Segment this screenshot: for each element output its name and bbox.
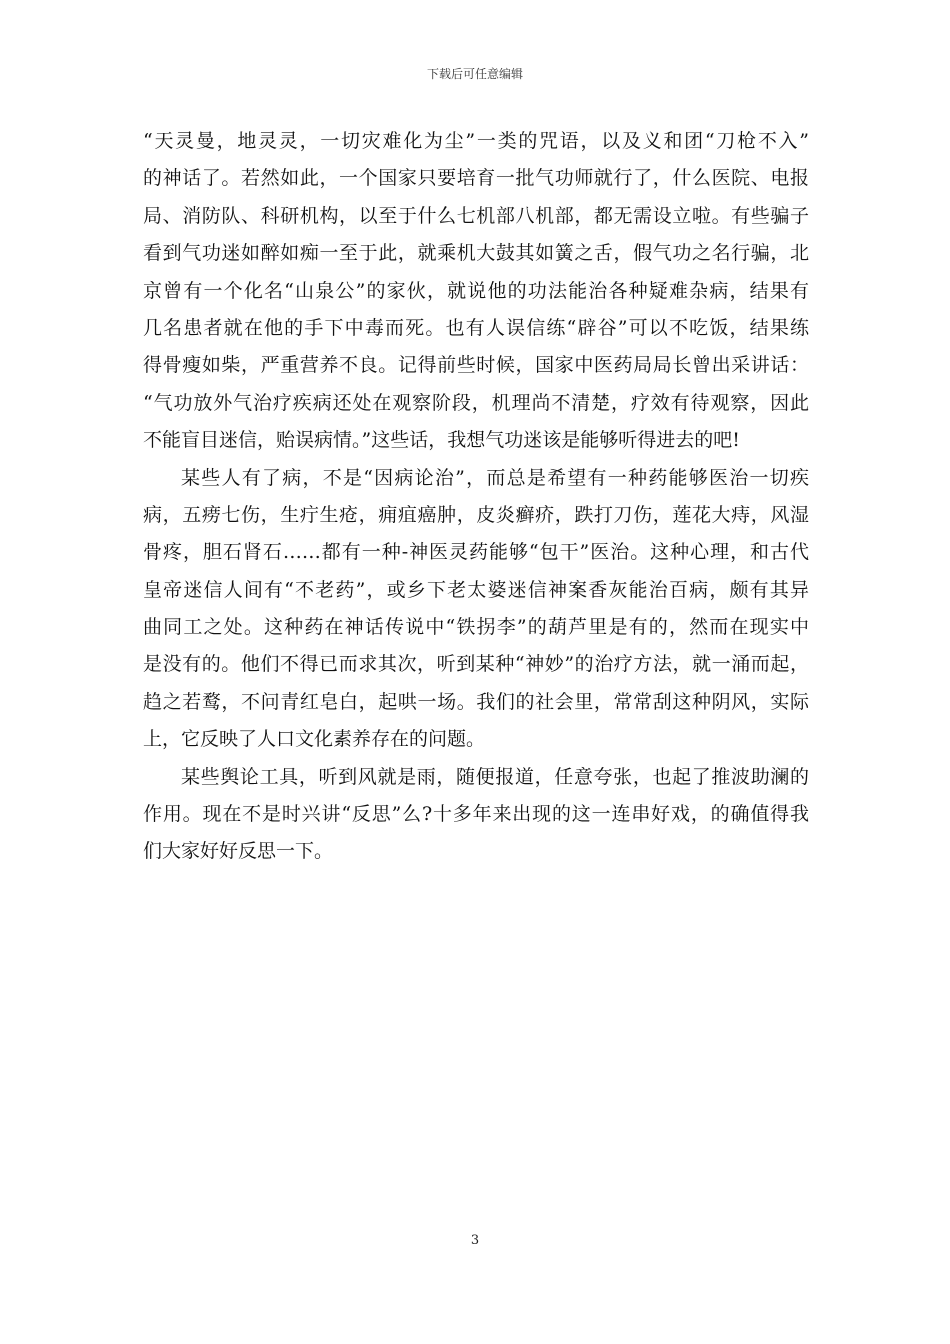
text-line: “天灵曼，地灵灵，一切灾难化为尘”一类的咒语，以及义和团“刀枪不入” (143, 130, 809, 152)
paragraph-3 (143, 759, 809, 871)
text-line: 某些舆论工具，听到风就是雨，随便报道，任意夸张，也起了推波助澜的 (181, 765, 809, 788)
paragraph-2 (143, 460, 809, 759)
text-line: 京曾有一个化名“山泉公”的家伙，就说他的功法能治各种疑难杂病，结果有 (143, 279, 809, 302)
text-line: 某些人有了病，不是“因病论治”，而总是希望有一种药能够医治一切疾 (181, 466, 809, 489)
text-line: 得骨瘦如柴，严重营养不良。记得前些时候，国家中医药局局长曾出采讲话： (143, 354, 809, 377)
text-line: 作用。现在不是时兴讲“反思”么?十多年来出现的这一连串好戏，的确值得我 (143, 803, 809, 826)
document-body (143, 123, 809, 871)
text-line: 骨疼，胆石肾石……都有一种-神医灵药能够“包干”医治。这种心理，和古代 (143, 541, 809, 564)
text-line: 的神话了。若然如此，一个国家只要培育一批气功师就行了，什么医院、电报 (143, 167, 809, 190)
paragraph-1 (143, 123, 809, 460)
text-line: 上，它反映了人口文化素养存在的问题。 (143, 728, 486, 751)
text-line: “气功放外气治疗疾病还处在观察阶段，机理尚不清楚，疗效有待观察，因此 (143, 391, 809, 414)
text-line: 们大家好好反思一下。 (143, 840, 334, 863)
text-line: 趋之若鹜，不问青红皂白，起哄一场。我们的社会里，常常刮这种阴风，实际 (143, 690, 809, 713)
text-line: 几名患者就在他的手下中毒而死。也有人误信练“辟谷”可以不吃饭，结果练 (143, 316, 809, 339)
page-header: 下载后可任意编辑 (426, 67, 523, 81)
text-line: 看到气功迷如醉如痴一至于此，就乘机大鼓其如簧之舌，假气功之名行骗，北 (143, 242, 809, 265)
text-line: 不能盲目迷信，贻误病情。”这些话，我想气功迷该是能够听得进去的吧! (143, 429, 740, 452)
text-line: 皇帝迷信人间有“不老药”，或乡下老太婆迷信神案香灰能治百病，颇有其异 (143, 578, 809, 601)
text-line: 曲同工之处。这种药在神话传说中“铁拐李”的葫芦里是有的，然而在现实中 (143, 616, 809, 639)
text-line: 病，五痨七伤，生疔生疮，痈疽癌肿，皮炎癣疥，跌打刀伤，莲花大痔，风湿 (143, 503, 809, 526)
text-line: 局、消防队、科研机构，以至于什么七机部八机部，都无需设立啦。有些骗子 (143, 204, 809, 227)
text-line: 是没有的。他们不得已而求其次，听到某种“神妙”的治疗方法，就一涌而起， (143, 653, 809, 676)
page-number: 3 (470, 1233, 480, 1248)
